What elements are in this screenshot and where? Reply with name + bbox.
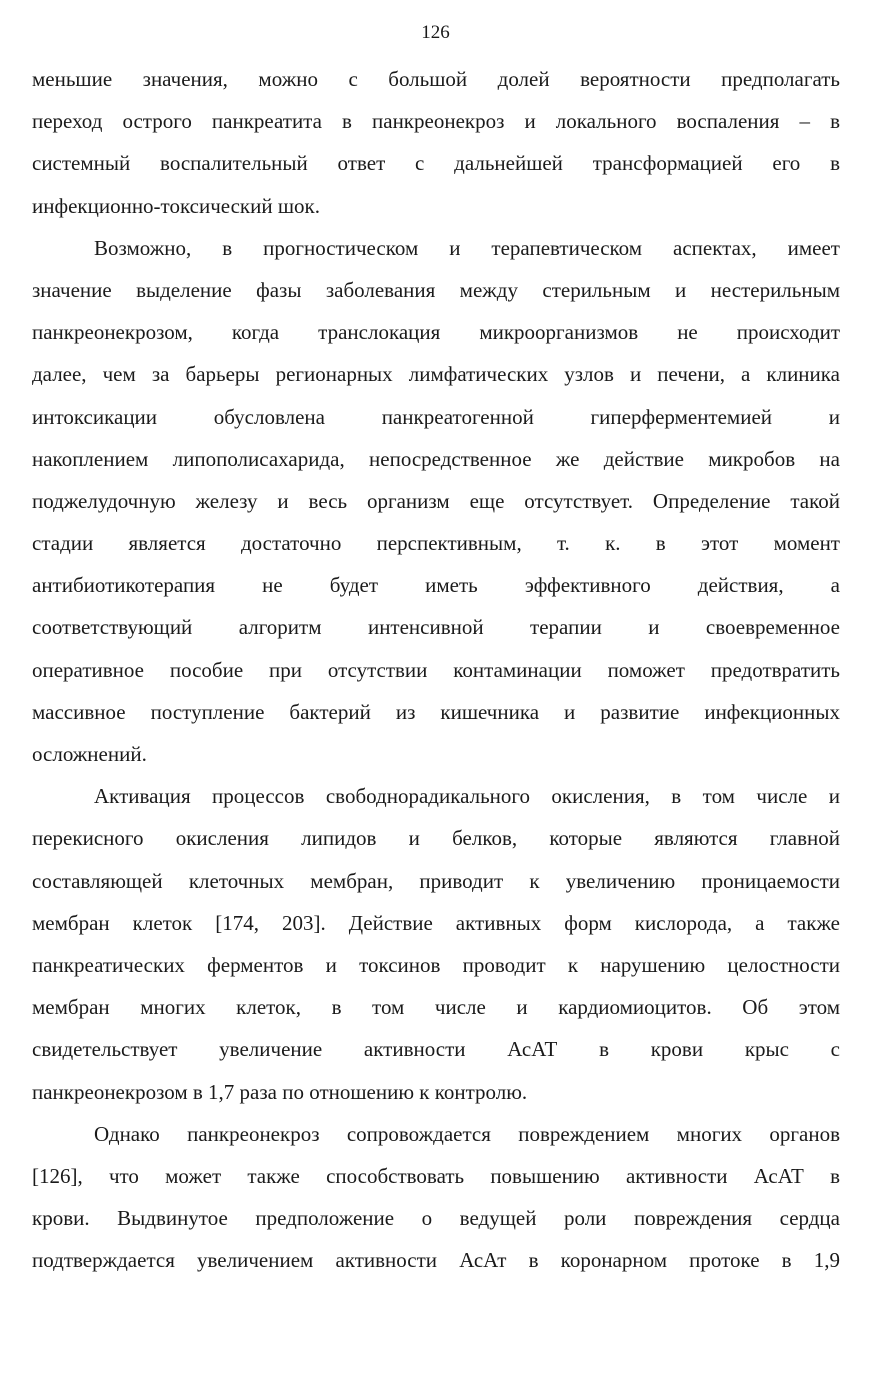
- body-text: [32, 58, 840, 1281]
- text-line: панкреонекрозом, когда транслокация микроорганизмов не происходит: [32, 320, 840, 345]
- text-line: стадии является достаточно перспективным, т. к. в этот момент: [32, 531, 840, 556]
- text-line: переход острого панкреатита в панкреонекроз и локального воспаления – в: [32, 109, 840, 134]
- text-line: соответствующий алгоритм интенсивной терапии и своевременное: [32, 615, 840, 640]
- text-line: Возможно, в прогностическом и терапевтическом аспектах, имеет: [94, 235, 840, 260]
- paragraph: [32, 1113, 840, 1282]
- text-line: накоплением липополисахарида, непосредственное же действие микробов на: [32, 446, 840, 471]
- page-number: 126: [421, 22, 450, 43]
- text-line: [126], что может также способствовать повышению активности АсАТ в: [32, 1163, 840, 1188]
- text-line: антибиотикотерапия не будет иметь эффективного действия, а: [32, 573, 840, 598]
- text-line: меньшие значения, можно с большой долей вероятности предполагать: [32, 67, 840, 91]
- text-line: составляющей клеточных мембран, приводит к увеличению проницаемости: [32, 868, 840, 893]
- text-line: поджелудочную железу и весь организм еще отсутствует. Определение такой: [32, 488, 840, 513]
- text-line: свидетельствует увеличение активности АсАТ в крови крыс с: [32, 1037, 840, 1062]
- text-line: осложнений.: [32, 742, 147, 766]
- text-line: далее, чем за барьеры регионарных лимфатических узлов и печени, а клиника: [32, 362, 840, 387]
- text-line: панкреонекрозом в 1,7 раза по отношению к контролю.: [32, 1079, 528, 1104]
- text-line: значение выделение фазы заболевания между стерильным и нестерильным: [32, 277, 840, 302]
- text-line: мембран многих клеток, в том числе и кардиомиоцитов. Об этом: [32, 995, 840, 1020]
- text-line: панкреатических ферментов и токсинов проводит к нарушению целостности: [32, 952, 840, 977]
- paragraph: [32, 227, 840, 775]
- text-line: инфекционно-токсический шок.: [32, 193, 320, 218]
- text-line: подтверждается увеличением активности АсАт в коронарном протоке в 1,9: [32, 1248, 840, 1273]
- paragraph: [32, 58, 840, 227]
- paragraph: [32, 775, 840, 1113]
- text-line: системный воспалительный ответ с дальнейшей трансформацией его в: [32, 151, 840, 176]
- text-line: перекисного окисления липидов и белков, которые являются главной: [32, 826, 840, 851]
- text-line: крови. Выдвинутое предположение о ведущей роли повреждения сердца: [32, 1206, 840, 1231]
- text-line: оперативное пособие при отсутствии контаминации поможет предотвратить: [32, 657, 840, 682]
- text-line: мембран клеток [174, 203]. Действие активных форм кислорода, а также: [32, 910, 840, 935]
- text-line: Однако панкреонекроз сопровождается повреждением многих органов: [94, 1121, 840, 1146]
- text-line: Активация процессов свободнорадикального окисления, в том числе и: [94, 784, 840, 809]
- text-line: массивное поступление бактерий из кишечника и развитие инфекционных: [32, 699, 840, 724]
- text-line: интоксикации обусловлена панкреатогенной гиперферментемией и: [32, 404, 840, 429]
